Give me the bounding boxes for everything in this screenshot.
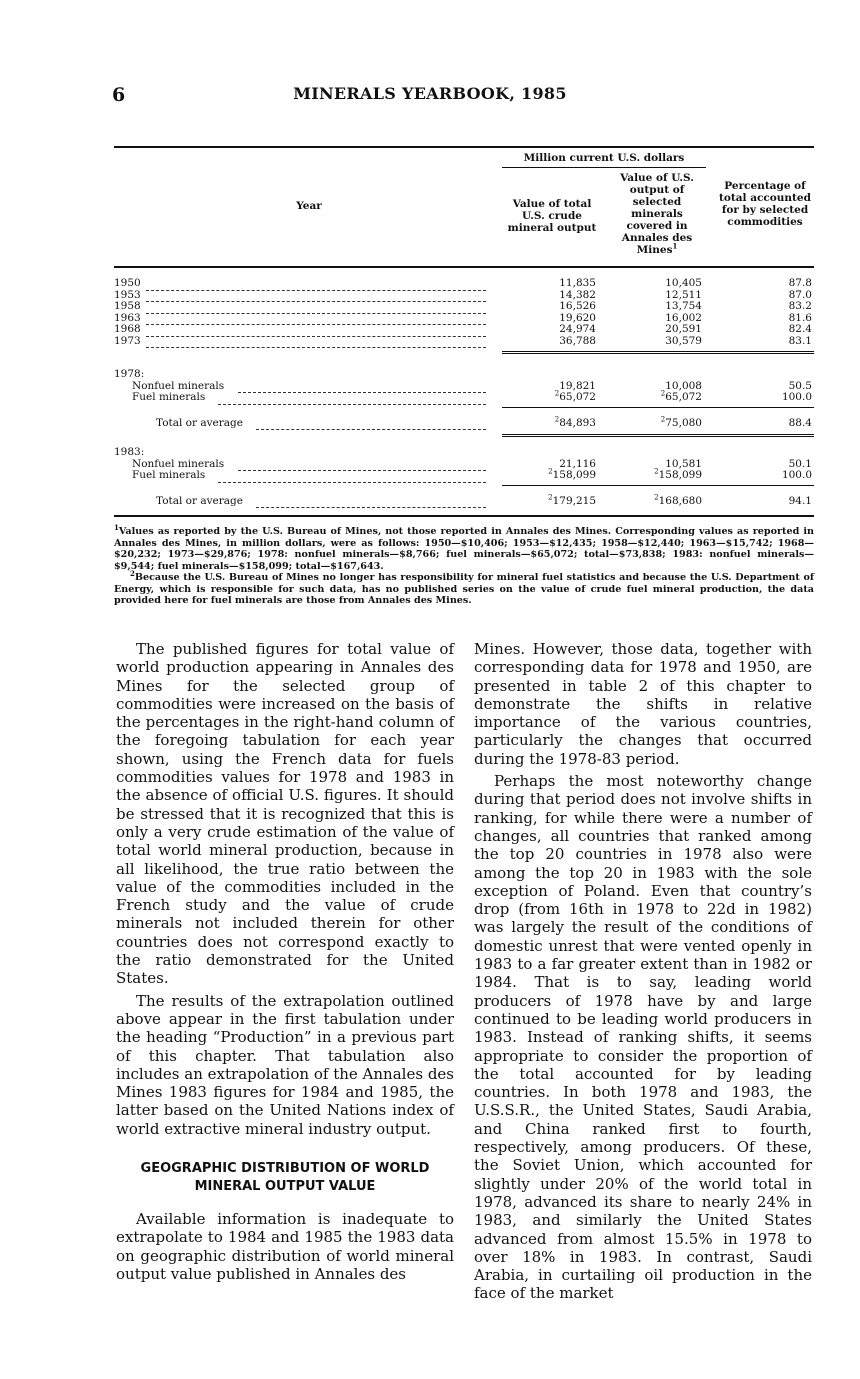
- table-row: [114, 467, 814, 482]
- row-label: 1973: [114, 334, 141, 347]
- footnote-ref-2: 2: [660, 389, 666, 398]
- col-header-value-total: Value of total U.S. crude mineral output: [507, 198, 597, 234]
- cell-percentage: 83.2: [788, 300, 812, 312]
- row-label: 1978:: [114, 368, 145, 380]
- col-header-value-selected-text: Value of U.S. output of selected minerals covered in Annales des Mines: [620, 172, 694, 256]
- subtotal-separator: [114, 404, 814, 418]
- row-label: Total or average: [156, 416, 243, 429]
- footnote-ref-2: 2: [548, 467, 553, 476]
- cell-percentage: 50.5: [788, 379, 812, 392]
- cell-value-selected: 12,511: [665, 288, 702, 301]
- table-row: [114, 278, 814, 290]
- table-row: [114, 369, 814, 381]
- cell-value-selected: [660, 389, 702, 404]
- single-rule: [502, 485, 814, 486]
- footnote-text: Values as reported by the U.S. Bureau of Mines, not those reported in Annales des Mines. Corresponding values as reported in Annales des Mines, in million dollars, were as follows: 1950—$10,406; 1953—$12,435; 1958—$12,440; 1963—$15,742; 1968—$20,232; 1973—$29,876; 1978: nonfuel minerals—$8,766; fuel minerals—$65,072; total—$73,838; 1983: nonfuel minerals—$9,544; fuel minerals—$158,099; total—$167,643.: [114, 526, 814, 572]
- row-label: Nonfuel minerals: [132, 379, 225, 392]
- cell-value-total: 16,526: [559, 300, 596, 312]
- cell-value: 65,072: [559, 391, 596, 403]
- row-label: 1950: [114, 277, 141, 289]
- section-separator: [114, 429, 814, 447]
- cell-value-total: [548, 493, 596, 508]
- row-label: Fuel minerals: [132, 469, 206, 481]
- footnote-ref-2: 2: [654, 493, 659, 501]
- footnote-text: Because the U.S. Bureau of Mines no longer has responsibility for mineral fuel statistics and because the U.S. Department of Energy, which is responsible for such data, has no published series on the value of crude fuel mineral production, the data provided here for fuel minerals are those from Annales des Mines.: [114, 572, 814, 606]
- table-row: [114, 290, 814, 302]
- row-label: Total or average: [156, 494, 243, 507]
- cell-value-total: 11,835: [559, 277, 596, 289]
- cell-percentage: 87.0: [788, 288, 812, 301]
- table-body: [114, 268, 814, 517]
- cell-value-total: 24,974: [559, 323, 596, 335]
- cell-value: 158,099: [658, 469, 702, 481]
- page-number: 6: [112, 84, 126, 106]
- running-title: MINERALS YEARBOOK, 1985: [293, 84, 567, 103]
- cell-value-selected: 10,581: [665, 457, 702, 470]
- cell-value: 158,099: [552, 469, 596, 481]
- cell-value-selected: 20,591: [665, 323, 702, 335]
- cell-percentage: 100.0: [781, 391, 812, 403]
- paragraph: The published figures for total value of world production appearing in Annales des Mines for the selected group of commodities were increased on the basis of the percentages in the right-hand column of the foregoing tabulation for each year shown, using the French data for fuels commodities values for 1978 and 1983 in the absence of official U.S. figures. It should be stressed that it is recognized that this is only a very crude estimation of the value of total world mineral production, because in all likelihood, the true ratio between the value of the commodities included in the French study and the value of crude minerals not included therein for other countries does not correspond exactly to the ratio demonstrated for the United States.: [116, 640, 454, 988]
- cell-percentage: 88.4: [788, 416, 812, 429]
- table-row: [114, 389, 814, 404]
- table-row: [114, 381, 814, 393]
- footnote-ref-1: 1: [672, 241, 678, 251]
- footnote-ref-2: 2: [548, 493, 553, 501]
- cell-value-total: 19,620: [559, 311, 596, 324]
- row-label: 1968: [114, 323, 141, 335]
- left-column: [116, 640, 454, 1283]
- row-label: 1953: [114, 288, 141, 301]
- cell-value-selected: [660, 415, 702, 430]
- subtotal-separator: [114, 482, 814, 496]
- cell-value-selected: 10,008: [665, 379, 702, 392]
- cell-value-selected: 10,405: [665, 277, 702, 289]
- table-header: [114, 148, 814, 268]
- footnote-mark: 2: [130, 568, 135, 578]
- table-row: [114, 313, 814, 325]
- cell-value-total: [554, 415, 596, 430]
- cell-percentage: 100.0: [781, 469, 812, 481]
- footnote-1: [114, 522, 814, 572]
- double-rule: [502, 434, 814, 437]
- cell-value-total: [554, 389, 596, 404]
- table-bottom-rule: [114, 507, 814, 517]
- table-row: [114, 301, 814, 313]
- cell-value: 168,680: [658, 494, 702, 507]
- table-footnotes: [114, 522, 814, 607]
- paragraph: Mines. However, those data, together with corresponding data for 1978 and 1950, are presented in table 2 of this chapter to demonstrate the shifts in relative importance of the various countries, particularly the changes that occurred during the 1978-83 period.: [474, 640, 812, 768]
- cell-value-total: [548, 467, 596, 482]
- cell-value: 75,080: [665, 416, 702, 429]
- paragraph: Available information is inadequate to extrapolate to 1984 and 1985 the 1983 data on geographic distribution of world mineral output value published in Annales des: [116, 1210, 454, 1283]
- cell-value: 179,215: [552, 494, 596, 507]
- cell-value-total: 36,788: [559, 334, 596, 347]
- cell-value-selected: [654, 493, 702, 508]
- group-header-rule: [502, 167, 706, 168]
- table-row: [114, 336, 814, 348]
- cell-percentage: 50.1: [788, 457, 812, 470]
- cell-percentage: 87.8: [788, 277, 812, 289]
- row-label: 1983:: [114, 446, 145, 458]
- cell-percentage: 83.1: [788, 334, 812, 347]
- data-table: [114, 146, 814, 517]
- section-separator: [114, 347, 814, 369]
- double-rule: [502, 351, 814, 354]
- row-label: Nonfuel minerals: [132, 457, 225, 470]
- cell-value: 65,072: [665, 391, 702, 403]
- row-label: Fuel minerals: [132, 391, 206, 403]
- group-header: Million current U.S. dollars: [523, 152, 685, 164]
- paragraph: Perhaps the most noteworthy change during that period does not involve shifts in ranking, for while there were a number of changes, all countries that ranked among the top 20 countries in 1978 also were among the top 20 in 1983 with the sole exception of Poland. Even that country’s drop (from 16th in 1978 to 22d in 1982) was largely the result of the conditions of domestic unrest that were vented openly in 1983 to a far greater extent than in 1982 or 1984. That is to say, leading world producers of 1978 have by and large continued to be leading world producers in 1983. Instead of ranking shifts, it seems appropriate to consider the proportion of the total accounted for by leading countries. In both 1978 and 1983, the U.S.S.R., the United States, Saudi Arabia, and China ranked first to fourth, respectively, among producers. Of these, the Soviet Union, which accounted for slightly under 20% of the world total in 1978, advanced its share to nearly 24% in 1983, and similarly the United States advanced from almost 15.5% in 1978 to over 18% in 1983. In contrast, Saudi Arabia, in curtailing oil production in the face of the market: [474, 772, 812, 1303]
- footnote-ref-2: 2: [660, 415, 666, 423]
- row-label: 1958: [114, 300, 141, 312]
- cell-value-selected: 30,579: [665, 334, 702, 347]
- col-header-percentage: Percentage of total accounted for by selected commodities: [719, 180, 811, 228]
- cell-value-total: 19,821: [559, 379, 596, 392]
- cell-value: 84,893: [559, 416, 596, 429]
- cell-value-selected: 16,002: [665, 311, 702, 324]
- footnote-mark: 1: [114, 522, 119, 532]
- col-header-value-selected: [608, 172, 706, 256]
- footnote-2: [114, 568, 814, 607]
- footnote-ref-2: 2: [554, 389, 560, 398]
- cell-value-total: 14,382: [559, 288, 596, 301]
- cell-percentage: 82.4: [788, 323, 812, 335]
- footnote-ref-2: 2: [654, 467, 659, 476]
- cell-value-total: 21,116: [559, 457, 596, 470]
- table-row: [114, 324, 814, 336]
- cell-value-selected: 13,754: [665, 300, 702, 312]
- table-row-total: [114, 493, 814, 508]
- cell-value-selected: [654, 467, 702, 482]
- footnote-ref-2: 2: [554, 415, 560, 423]
- single-rule: [502, 407, 814, 408]
- row-label: 1963: [114, 311, 141, 324]
- table-row: [114, 447, 814, 459]
- table-row: [114, 459, 814, 471]
- section-heading: GEOGRAPHIC DISTRIBUTION OF WORLD MINERAL OUTPUT VALUE: [140, 1161, 430, 1195]
- cell-percentage: 81.6: [788, 311, 812, 324]
- right-column: [474, 640, 812, 1303]
- col-header-year: Year: [296, 200, 322, 212]
- table-row-total: [114, 415, 814, 430]
- paragraph: The results of the extrapolation outlined above appear in the first tabulation under the heading “Production” in a previous part of this chapter. That tabulation also includes an extrapolation of the Annales des Mines 1983 figures for 1984 and 1985, the latter based on the United Nations index of world extractive mineral industry output.: [116, 991, 454, 1138]
- cell-percentage: 94.1: [788, 494, 812, 507]
